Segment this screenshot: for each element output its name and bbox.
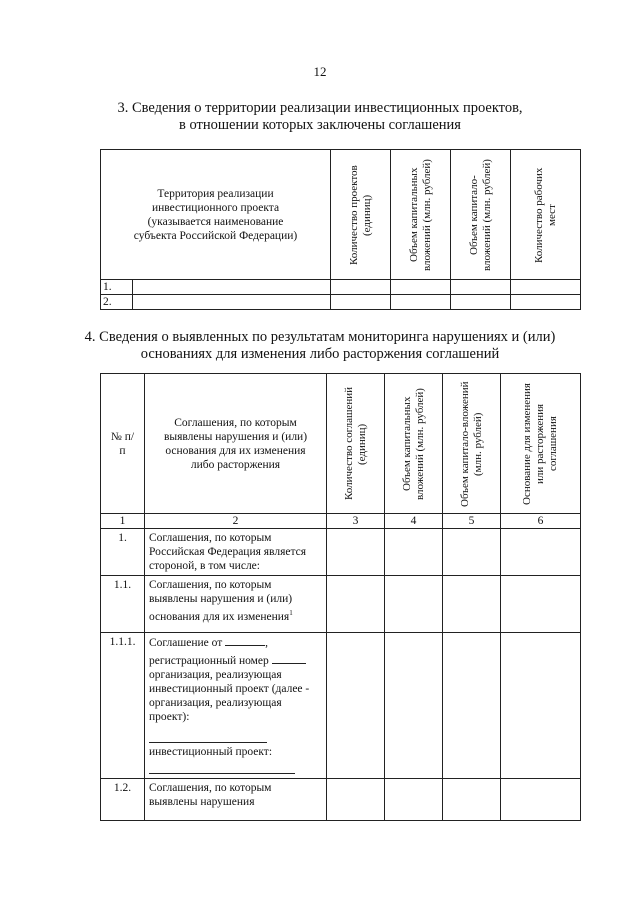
row-number: 1. xyxy=(101,280,133,295)
table-cell xyxy=(443,633,501,779)
table-cell xyxy=(501,576,581,633)
section4-title xyxy=(0,329,640,363)
row-text: Соглашения, по которым выявлены нарушения xyxy=(145,779,327,821)
org-label: организация, реализующая инвестиционный проект (далее - организация, реализующая проект): xyxy=(149,669,310,723)
table-cell xyxy=(331,295,391,310)
agreements-count-header: Количество соглашений (единиц) xyxy=(327,374,385,514)
col-number: 2 xyxy=(145,514,327,529)
col-number: 4 xyxy=(385,514,443,529)
capex-header: Объем капитальных вложений (млн. рублей) xyxy=(385,374,443,514)
col-number: 6 xyxy=(501,514,581,529)
table-cell xyxy=(133,295,331,310)
table-cell xyxy=(331,280,391,295)
blank-line xyxy=(225,635,265,646)
table-cell xyxy=(501,779,581,821)
table-cell xyxy=(391,280,451,295)
blank-line xyxy=(272,653,306,664)
agreement-from-label: Соглашение от xyxy=(149,637,223,649)
table-cell xyxy=(443,576,501,633)
territory-header: Территория реализации инвестиционного проекта (указывается наименование субъекта Российской Федерации) xyxy=(101,150,331,280)
projects-count-header: Количество проектов (единиц) xyxy=(331,150,391,280)
table-cell xyxy=(451,280,511,295)
section3-title xyxy=(0,100,640,134)
num-header: № п/п xyxy=(101,374,145,514)
blank-line xyxy=(149,761,295,774)
table-cell xyxy=(133,280,331,295)
table-cell xyxy=(385,576,443,633)
reg-number-label: регистрационный номер xyxy=(149,655,269,667)
blank-line xyxy=(149,730,267,743)
table-cell xyxy=(443,529,501,576)
table-cell xyxy=(511,280,581,295)
table-cell xyxy=(501,633,581,779)
section4-table xyxy=(100,373,581,821)
agreements-header: Соглашения, по которым выявлены нарушения и (или) основания для их изменения либо расторжения xyxy=(145,374,327,514)
jobs-header: Количество рабочих мест xyxy=(511,150,581,280)
section3-title-line1: 3. Сведения о территории реализации инвестиционных проектов, xyxy=(117,100,523,116)
table-cell xyxy=(501,529,581,576)
capital-investments-header: Объем капитало-вложений (млн. рублей) xyxy=(451,150,511,280)
table-cell xyxy=(451,295,511,310)
project-label: инвестиционный проект: xyxy=(149,746,273,758)
row-number: 1.1. xyxy=(101,576,145,633)
table-cell xyxy=(385,529,443,576)
row-number: 1.1.1. xyxy=(101,633,145,779)
table-cell xyxy=(327,576,385,633)
table-cell xyxy=(385,779,443,821)
col-number: 1 xyxy=(101,514,145,529)
agreement-detail: Соглашение от , регистрационный номер организация, реализующая инвестиционный проект (далее - организация, реализующая проект): инвестиционный проект: xyxy=(145,633,327,779)
section3-table xyxy=(100,149,581,310)
col-number: 3 xyxy=(327,514,385,529)
basis-header: Основание для изменения или расторжения соглашения xyxy=(501,374,581,514)
col-number: 5 xyxy=(443,514,501,529)
table-cell xyxy=(385,633,443,779)
table-cell xyxy=(327,633,385,779)
row-number: 1. xyxy=(101,529,145,576)
capex-header: Объем капитальных вложений (млн. рублей) xyxy=(391,150,451,280)
table-cell xyxy=(327,779,385,821)
section3-title-line2: в отношении которых заключены соглашения xyxy=(179,117,461,133)
footnote-marker: 1 xyxy=(289,609,293,617)
table-cell xyxy=(327,529,385,576)
table-cell xyxy=(443,779,501,821)
row-number: 1.2. xyxy=(101,779,145,821)
table-cell xyxy=(391,295,451,310)
section4-title-line2: основаниях для изменения либо расторжения соглашений xyxy=(140,346,500,362)
section4-title-line1: 4. Сведения о выявленных по результатам мониторинга нарушениях и (или) xyxy=(84,329,556,345)
row-number: 2. xyxy=(101,295,133,310)
page-number: 12 xyxy=(313,64,327,79)
row-text: Соглашения, по которым Российская Федерация является стороной, в том числе: xyxy=(145,529,327,576)
row-text: Соглашения, по которым выявлены нарушения и (или) основания для их изменения$^1$ xyxy=(145,576,327,633)
capital-investments-header: Объем капитало-вложений (млн. рублей) xyxy=(443,374,501,514)
table-cell xyxy=(511,295,581,310)
